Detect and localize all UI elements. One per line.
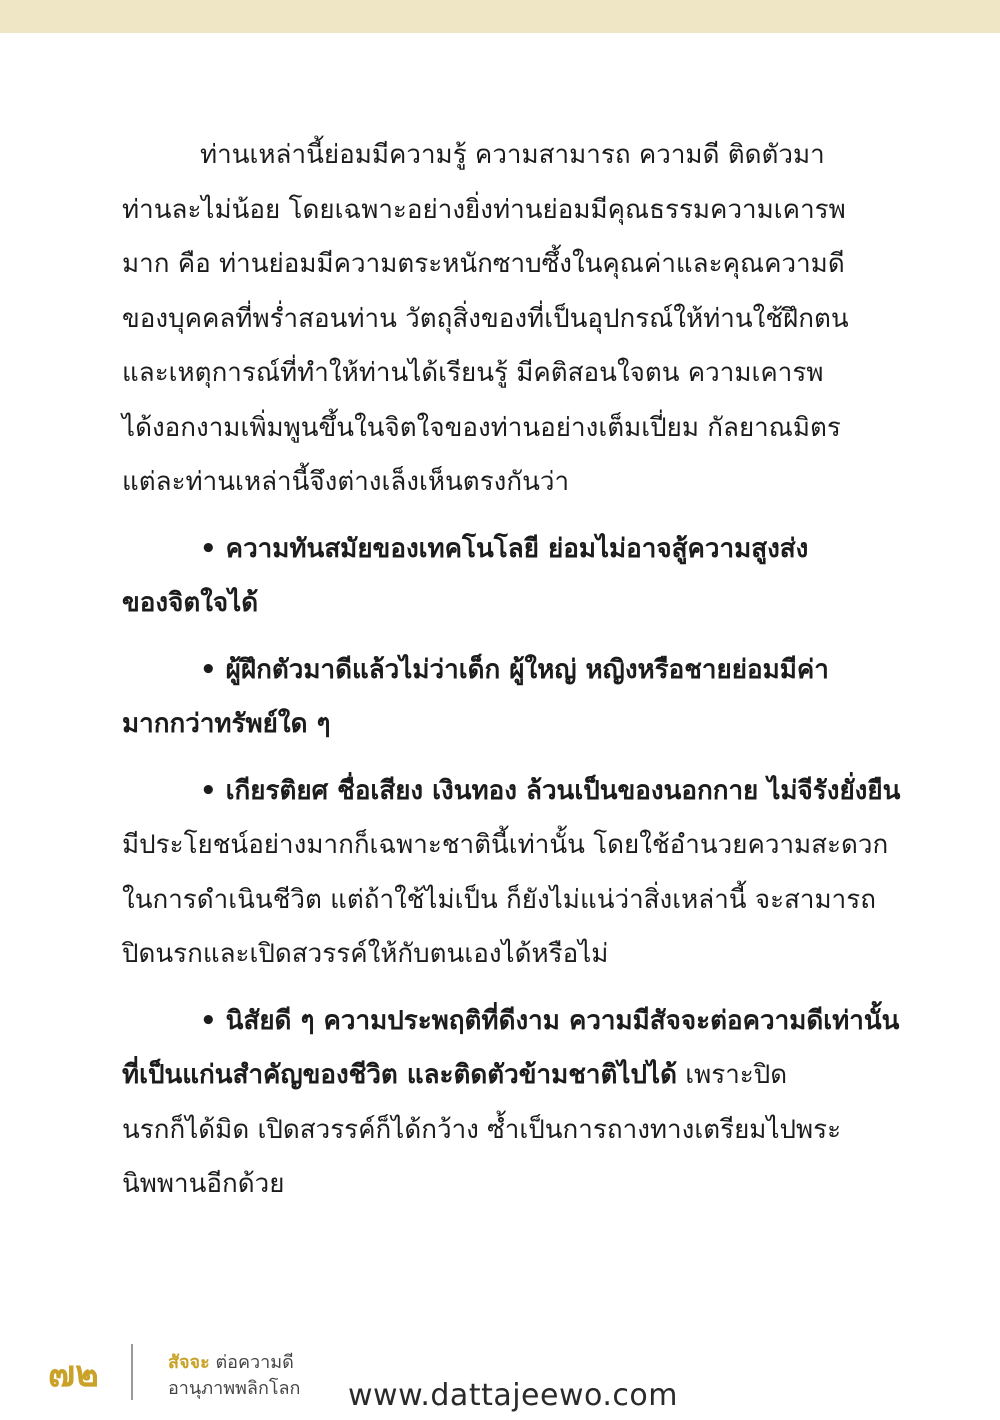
text-line: มีประโยชน์อย่างมากก็เฉพาะชาตินี้เท่านั้น โดยใช้อำนวยความสะดวก (122, 830, 889, 860)
text-line: • เกียรติยศ ชื่อเสียง เงินทอง ล้วนเป็นของนอกกาย ไม่จีรังยั่งยืน (200, 775, 901, 806)
book-title-accent: สัจจะ (168, 1352, 210, 1373)
text-line: ปิดนรกและเปิดสวรรค์ให้กับตนเองได้หรือไม่ (122, 939, 609, 969)
website-url: www.dattajeewo.com (348, 1378, 678, 1413)
book-title (168, 1350, 294, 1376)
text-line: • ผู้ฝึกตัวมาดีแล้วไม่ว่าเด็ก ผู้ใหญ่ หญิงหรือชายย่อมมีค่า (200, 654, 829, 685)
text-line: ของบุคคลที่พร่ำสอนท่าน วัตถุสิ่งของที่เป็นอุปกรณ์ให้ท่านใช้ฝึกตน (122, 303, 849, 334)
top-band (0, 0, 1000, 33)
text-line: แต่ละท่านเหล่านี้จึงต่างเล็งเห็นตรงกันว่า (122, 467, 570, 497)
normal-text: เพราะปิด (676, 1060, 788, 1090)
book-subtitle: อานุภาพพลิกโลก (168, 1378, 301, 1399)
text-line: นิพพานอีกด้วย (122, 1169, 285, 1199)
text-line: ในการดำเนินชีวิต แต่ถ้าใช้ไม่เป็น ก็ยังไม่แน่ว่าสิ่งเหล่านี้ จะสามารถ (122, 884, 876, 915)
text-line: มาก คือ ท่านย่อมมีความตระหนักซาบซึ้งในคุณค่าและคุณความดี (122, 249, 845, 279)
text-line: ของจิตใจได้ (122, 588, 259, 618)
text-line: และเหตุการณ์ที่ทำให้ท่านได้เรียนรู้ มีคติสอนใจตน ความเคารพ (122, 358, 824, 388)
book-title-rest: ต่อความดี (209, 1352, 294, 1373)
bold-text: ที่เป็นแก่นสำคัญของชีวิต และติดตัวข้ามชาติไปได้ (122, 1060, 677, 1090)
page-number: ๗๒ (48, 1354, 99, 1395)
text-line: นรกก็ได้มิด เปิดสวรรค์ก็ได้กว้าง ซ้ำเป็นการถางทางเตรียมไปพระ (122, 1114, 842, 1145)
text-line: ได้งอกงามเพิ่มพูนขึ้นในจิตใจของท่านอย่างเต็มเปี่ยม กัลยาณมิตร (122, 412, 841, 443)
text-line: มากกว่าทรัพย์ใด ๆ (122, 709, 331, 739)
page-content (122, 128, 901, 1212)
bullet-wealth (122, 764, 901, 982)
bullet-technology (122, 522, 874, 631)
bullet-trained-person (122, 643, 874, 752)
footer-divider (131, 1344, 133, 1400)
paragraph-intro (122, 128, 874, 510)
bullet-good-habits (122, 994, 900, 1212)
text-line: ท่านละไม่น้อย โดยเฉพาะอย่างยิ่งท่านย่อมมีคุณธรรมความเคารพ (122, 194, 846, 225)
text-line: • ความทันสมัยของเทคโนโลยี ย่อมไม่อาจสู้ความสูงส่ง (200, 533, 809, 564)
text-line (122, 1048, 874, 1103)
text-line: • นิสัยดี ๆ ความประพฤติที่ดีงาม ความมีสัจจะต่อความดีเท่านั้น (200, 1005, 900, 1036)
text-line: ท่านเหล่านี้ย่อมมีความรู้ ความสามารถ ความดี ติดตัวมา (200, 140, 825, 170)
